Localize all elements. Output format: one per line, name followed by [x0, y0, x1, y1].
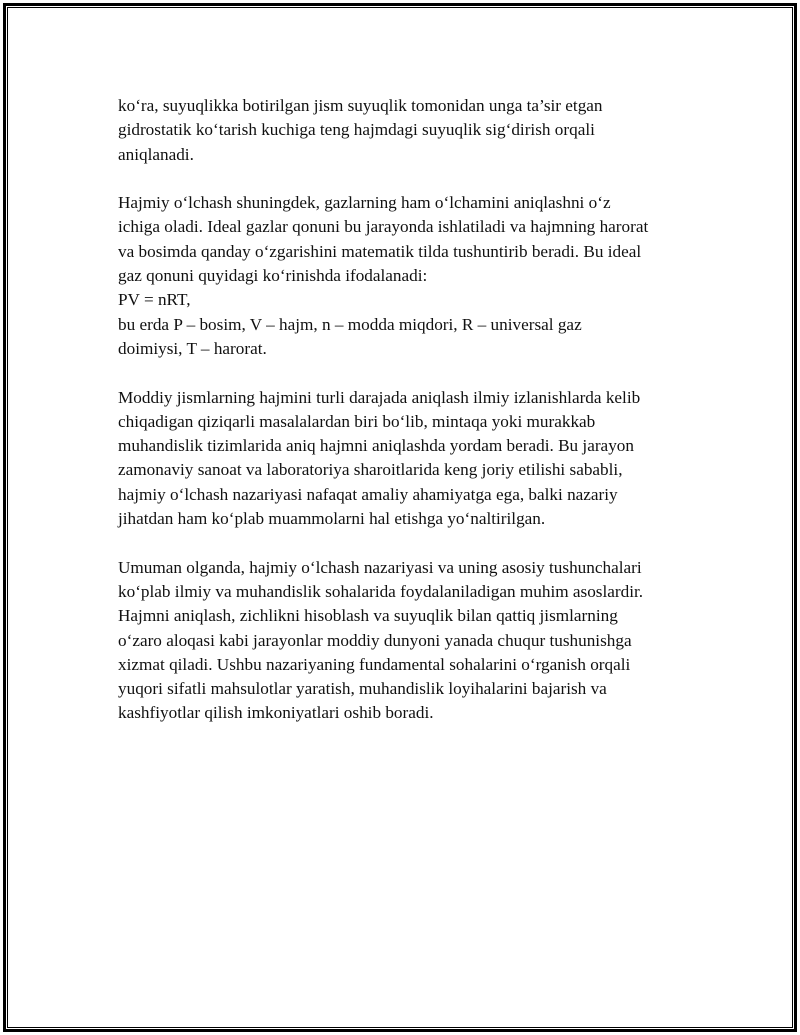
text-line: Umuman olganda, hajmiy o‘lchash nazariyasi va uning asosiy tushunchalari [118, 557, 642, 577]
text-line: kashfiyotlar qilish imkoniyatlari oshib boradi. [118, 703, 434, 723]
text-line: va bosimda qanday o‘zgarishini matematik tilda tushuntirib beradi. Bu ideal [118, 241, 642, 261]
text-line: Hajmni aniqlash, zichlikni hisoblash va suyuqlik bilan qattiq jismlarning [118, 606, 618, 626]
text-line: PV = nRT, [118, 290, 191, 310]
document-body [118, 94, 698, 750]
text-line: jihatdan ham ko‘plab muammolarni hal etishga yo‘naltirilgan. [118, 509, 546, 529]
text-line: o‘zaro aloqasi kabi jarayonlar moddiy dunyoni yanada chuqur tushunishga [118, 630, 632, 650]
text-line: bu erda P – bosim, V – hajm, n – modda miqdori, R – universal gaz [118, 314, 582, 334]
paragraph [118, 386, 698, 532]
text-line: yuqori sifatli mahsulotlar yaratish, muhandislik loyihalarini bajarish va [118, 679, 607, 699]
text-line: gidrostatik ko‘tarish kuchiga teng hajmdagi suyuqlik sig‘dirish orqali [118, 120, 595, 140]
text-line: Moddiy jismlarning hajmini turli darajada aniqlash ilmiy izlanishlarda kelib [118, 387, 641, 407]
text-line: xizmat qiladi. Ushbu nazariyaning fundamental sohalarini o‘rganish orqali [118, 654, 631, 674]
text-line: chiqadigan qiziqarli masalalardan biri bo‘lib, mintaqa yoki murakkab [118, 411, 596, 431]
text-line: zamonaviy sanoat va laboratoriya sharoitlarida keng joriy etilishi sababli, [118, 460, 623, 480]
text-line: aniqlanadi. [118, 144, 194, 164]
paragraph [118, 94, 698, 167]
text-line: hajmiy o‘lchash nazariyasi nafaqat amaliy ahamiyatga ega, balki nazariy [118, 484, 618, 504]
text-line: gaz qonuni quyidagi ko‘rinishda ifodalanadi: [118, 266, 428, 286]
text-line: Hajmiy o‘lchash shuningdek, gazlarning ham o‘lchamini aniqlashni o‘z [118, 193, 611, 213]
text-line: muhandislik tizimlarida aniq hajmni aniqlashda yordam beradi. Bu jarayon [118, 436, 634, 456]
text-line: ko‘plab ilmiy va muhandislik sohalarida foydalaniladigan muhim asoslardir. [118, 581, 644, 601]
document-page [3, 3, 797, 1032]
text-line: ichiga oladi. Ideal gazlar qonuni bu jarayonda ishlatiladi va hajmning harorat [118, 217, 649, 237]
paragraph [118, 191, 698, 361]
text-line: ko‘ra, suyuqlikka botirilgan jism suyuqlik tomonidan unga ta’sir etgan [118, 96, 603, 115]
paragraph [118, 556, 698, 726]
text-line: doimiysi, T – harorat. [118, 338, 267, 358]
